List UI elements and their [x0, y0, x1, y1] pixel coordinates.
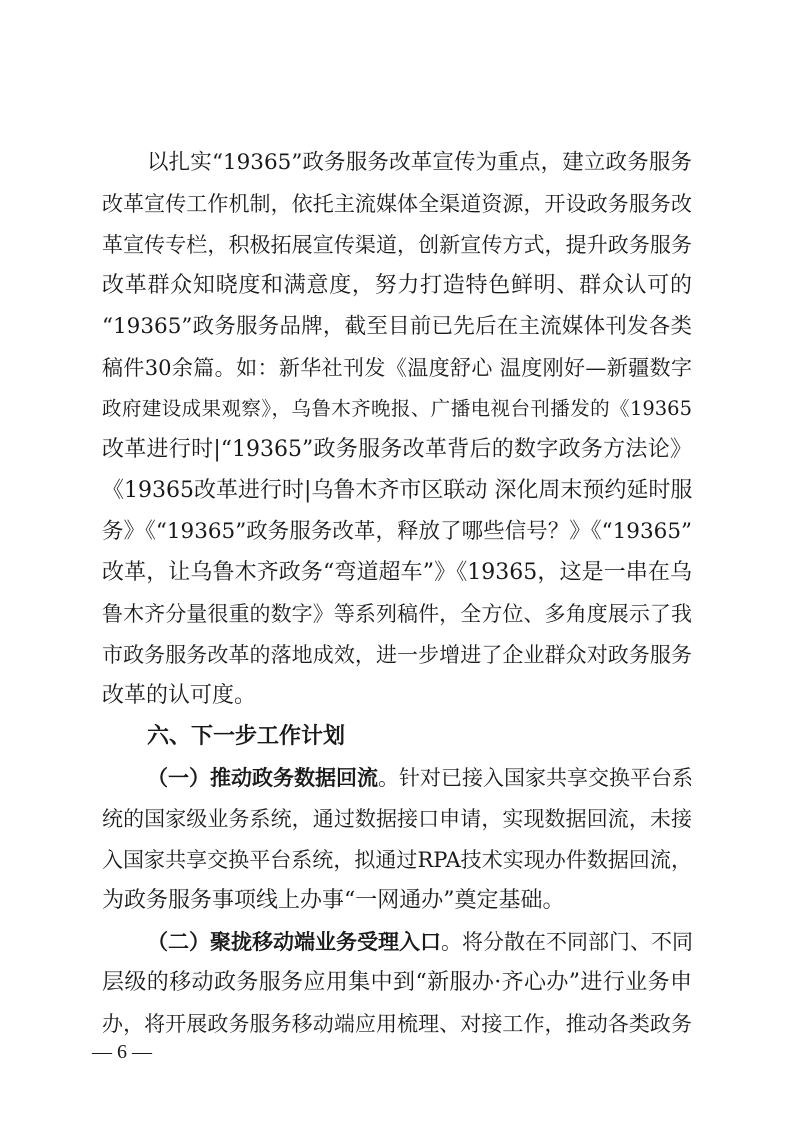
text-line: 鲁木齐分量很重的数字》等系列稿件，全方位、多角度展示了我	[102, 602, 692, 626]
text-line: “19365”政务服务品牌，截至目前已先后在主流媒体刊发各类	[102, 314, 692, 339]
text-line: 市政务服务改革的落地成效，进一步增进了企业群众对政务服务	[102, 643, 692, 667]
text-line: 层级的移动政务服务应用集中到“新服办·齐心办”进行业务申	[102, 970, 692, 995]
text-line: 为政务服务事项线上办事“一网通办”奠定基础。	[102, 888, 565, 913]
text-line: 改革宣传工作机制，依托主流媒体全渠道资源，开设政务服务改	[102, 192, 692, 216]
text-line: 入国家共享交换平台系统，拟通过RPA技术实现办件数据回流，	[102, 848, 692, 872]
text-line: 政府建设成果观察》，乌鲁木齐晚报、广播电视台刊播发的《19365	[102, 397, 692, 420]
section-heading: 六、下一步工作计划	[147, 724, 346, 749]
text-line: 办，将开展政务服务移动端应用梳理、对接工作，推动各类政务	[102, 1012, 692, 1036]
text-line: 改革，让乌鲁木齐政务“弯道超车”》《19365，这是一串在乌	[102, 560, 692, 585]
text-line: 《19365改革进行时|乌鲁木齐市区联动 深化周末预约延时服	[102, 478, 693, 503]
text-line: 革宣传专栏，积极拓展宣传渠道，创新宣传方式，提升政务服务	[102, 233, 692, 257]
text-line: 统的国家级业务系统，通过数据接口申请，实现数据回流，未接	[102, 807, 692, 831]
page-number: — 6 —	[92, 1041, 152, 1063]
text-line: 改革群众知晓度和满意度，努力打造特色鲜明、群众认可的	[102, 273, 692, 298]
text-line: （二）聚拢移动端业务受理入口。将分散在不同部门、不同	[147, 930, 693, 954]
subheading-bold: （一）推动政务数据回流	[147, 766, 378, 790]
subheading-bold: （二）聚拢移动端业务受理入口	[147, 930, 441, 954]
text-line: 以扎实“19365”政务服务改革宣传为重点，建立政务服务	[147, 150, 692, 175]
text-line: 改革进行时|“19365”政务服务改革背后的数字政务方法论》	[102, 437, 692, 462]
text-line: 务》《“19365”政务服务改革，释放了哪些信号？》《“19365”	[102, 519, 692, 544]
text-line: 稿件30余篇。如：新华社刊发《温度舒心 温度刚好—新疆数字	[102, 356, 692, 380]
text-line: （一）推动政务数据回流。针对已接入国家共享交换平台系	[147, 766, 693, 790]
text-line: 改革的认可度。	[102, 683, 257, 708]
